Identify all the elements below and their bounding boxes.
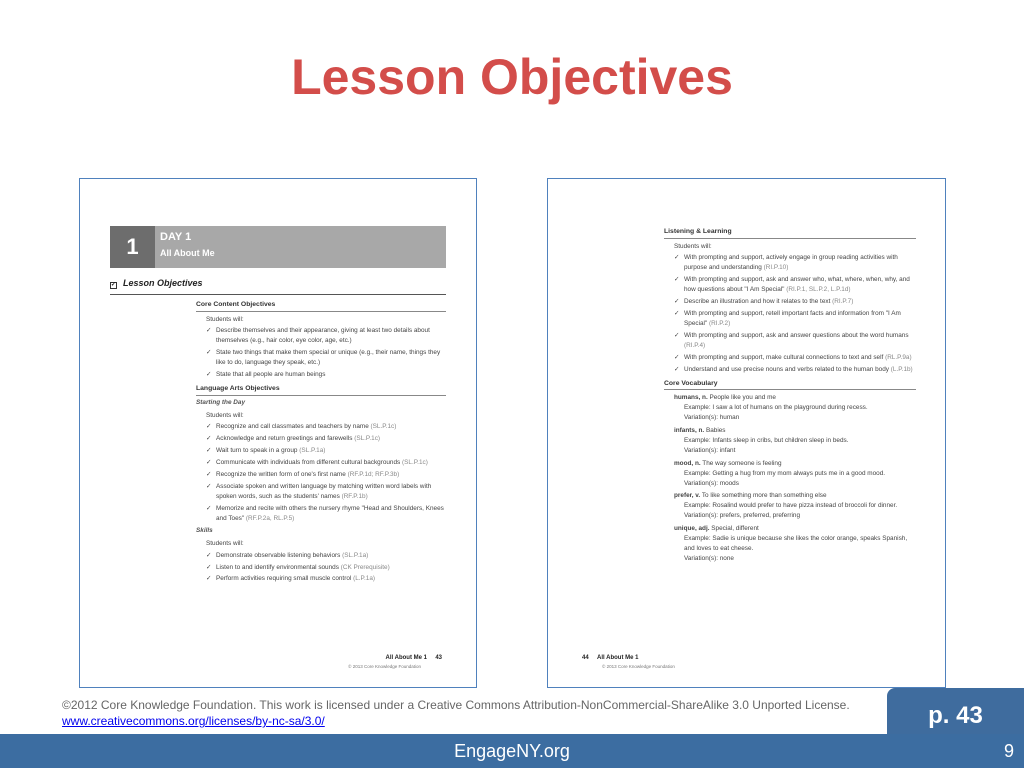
vocab-example: Example: Getting a hug from my mom always puts me in a good mood. [684, 469, 886, 477]
objective-item [664, 353, 916, 363]
check-icon: ✓ [674, 310, 680, 318]
students-will-label: Students will: [674, 242, 712, 250]
check-icon: ✓ [206, 349, 212, 357]
standard-code: (SL.P.1c) [354, 435, 381, 443]
vocab-definition: To like something more than something else [700, 492, 827, 500]
objective-text: State that all people are human beings [216, 371, 326, 379]
standard-code: (CK Prerequisite) [340, 563, 390, 571]
language-arts-heading: Language Arts Objectives [196, 384, 446, 396]
vocab-variations: Variation(s): human [684, 413, 740, 421]
objective-item [664, 331, 916, 351]
objective-text: Listen to and identify environmental sounds [216, 563, 341, 571]
check-icon: ✓ [206, 563, 212, 571]
objective-item [196, 563, 446, 573]
footer-title: All About Me 1 [385, 655, 427, 661]
objective-item [196, 370, 446, 380]
footer-bar [0, 734, 1024, 768]
vocab-example: Example: Rosalind would prefer to have pizza instead of broccoli for dinner. [684, 502, 898, 510]
vocab-definition: Special, different [709, 525, 759, 533]
objective-item [196, 482, 446, 502]
vocab-term: unique, adj. [674, 525, 710, 533]
day-label: DAY 1 [160, 231, 192, 243]
listening-objectives-list [664, 253, 916, 374]
vocab-term: prefer, v. [674, 492, 701, 500]
students-will-label: Students will: [206, 539, 244, 547]
standard-code: (L.P.1b) [890, 365, 913, 373]
standard-code: (RF.P.1b) [341, 492, 368, 500]
vocab-term: mood, n. [674, 459, 701, 467]
check-icon: ✓ [206, 575, 212, 583]
vocab-entry [664, 426, 916, 456]
objective-item [196, 470, 446, 480]
core-vocabulary-heading: Core Vocabulary [664, 379, 916, 391]
vocab-term-line [664, 459, 916, 469]
objective-item [196, 434, 446, 444]
objective-text: With prompting and support, ask and answer questions about the word humans [684, 331, 909, 339]
objective-text: Describe themselves and their appearance, giving at least two details about themselves (e.g., hair color, eye color, age, etc.) [216, 327, 430, 345]
check-icon: ✓ [674, 353, 680, 361]
standard-code: (SL.P.1a) [342, 551, 369, 559]
vocab-definition: Babies [704, 426, 726, 434]
objective-text: Wait turn to speak in a group [216, 447, 300, 455]
footer-page-number: 43 [435, 655, 442, 661]
vocab-term-line [664, 393, 916, 403]
day-header-band [110, 226, 446, 268]
footer-copyright: © 2013 Core Knowledge Foundation [348, 664, 421, 669]
vocab-term: infants, n. [674, 426, 705, 434]
checkbox-icon: ✓ [111, 282, 117, 288]
objective-item [196, 458, 446, 468]
objective-text: State two things that make them special or unique (e.g., their name, things they like to do, language they speak, etc.) [216, 349, 441, 367]
footer-title: All About Me 1 [597, 655, 639, 661]
page-thumbnail-left [79, 178, 477, 688]
students-will-label: Students will: [206, 411, 244, 419]
objective-item [664, 297, 916, 307]
objective-item [196, 326, 446, 346]
standard-code: (RF.P.2a, RL.P.5) [245, 514, 295, 522]
vocab-term-line [664, 524, 916, 534]
check-icon: ✓ [206, 435, 212, 443]
standard-code: (L.P.1a) [353, 575, 376, 583]
vocab-variations: Variation(s): prefers, preferred, preferring [684, 512, 801, 520]
right-page-footer [582, 655, 638, 661]
vocab-variations: Variation(s): none [684, 554, 734, 562]
vocab-term: humans, n. [674, 394, 708, 402]
objective-text: Perform activities requiring small muscle control [216, 575, 354, 583]
check-icon: ✓ [674, 331, 680, 339]
starting-the-day-heading: Starting the Day [196, 398, 246, 406]
page-badge: p. 43 [887, 688, 1024, 744]
objective-item [196, 422, 446, 432]
slide-title: Lesson Objectives [291, 49, 733, 105]
standard-code: (SL.P.1a) [299, 447, 326, 455]
standard-code: (RF.P.1d; RF.P.3b) [347, 471, 400, 479]
standard-code: (SL.P.1c) [370, 423, 397, 431]
copyright-notice [62, 697, 882, 729]
left-page-footer [386, 655, 442, 661]
standard-code: (RL.P.9a) [885, 353, 912, 361]
vocab-entry [664, 491, 916, 521]
footer-copyright: © 2013 Core Knowledge Foundation [602, 664, 675, 669]
vocab-entry [664, 524, 916, 564]
day-subtitle: All About Me [160, 248, 215, 258]
vocab-example: Example: Sadie is unique because she likes the color orange, speaks Spanish, and loves to eat cheese. [684, 535, 908, 553]
check-icon: ✓ [674, 298, 680, 306]
objective-text: With prompting and support, ask and answer who, what, where, when, why, and how questions about "I Am Special" [684, 276, 910, 294]
standard-code: (RI.P.10) [763, 264, 789, 272]
vocab-entry [664, 393, 916, 423]
objective-text: With prompting and support, make cultural connections to text and self [684, 353, 886, 361]
skills-heading: Skills [196, 526, 213, 534]
copyright-text: ©2012 Core Knowledge Foundation. This work is licensed under a Creative Commons Attribution-NonCommercial-ShareAlike 3.0 Unported License. [62, 698, 850, 712]
check-icon: ✓ [674, 276, 680, 284]
students-will-label: Students will: [206, 315, 244, 323]
objective-text: With prompting and support, retell important facts and information from "I Am Special" [684, 310, 901, 327]
check-icon: ✓ [206, 471, 212, 479]
objective-text: Demonstrate observable listening behaviors [216, 551, 343, 559]
core-content-heading: Core Content Objectives [196, 300, 446, 312]
objective-item [664, 275, 916, 295]
objective-text: Recognize and call classmates and teachers by name [216, 423, 371, 431]
objective-item [664, 309, 916, 329]
vocabulary-list [664, 393, 916, 564]
footer-site: EngageNY.org [454, 741, 570, 761]
check-icon: ✓ [674, 254, 680, 262]
core-objectives-list [196, 326, 446, 380]
license-link[interactable]: www.creativecommons.org/licenses/by-nc-sa/3.0/ [62, 714, 325, 729]
objective-text: With prompting and support, actively engage in group reading activities with purpose and understanding [684, 254, 898, 272]
check-icon: ✓ [674, 365, 680, 373]
check-icon: ✓ [206, 423, 212, 431]
check-icon: ✓ [206, 483, 212, 491]
standard-code: (RI.P.1, SL.P.2, L.P.1d) [786, 286, 851, 294]
check-icon: ✓ [206, 551, 212, 559]
vocab-term-line [664, 491, 916, 501]
objective-item [196, 446, 446, 456]
objective-text: Memorize and recite with others the nursery rhyme "Head and Shoulders, Knees and Toes" [216, 504, 444, 522]
check-icon: ✓ [206, 371, 212, 379]
objective-text: Describe an illustration and how it relates to the text [684, 298, 833, 306]
slide-number: 9 [1003, 741, 1014, 761]
starting-objectives-list [196, 422, 446, 523]
check-icon: ✓ [206, 504, 212, 512]
lesson-objectives-heading [110, 277, 446, 295]
check-icon: ✓ [206, 447, 212, 455]
objective-item [196, 574, 446, 584]
skills-objectives-list [196, 551, 446, 585]
vocab-term-line [664, 426, 916, 436]
page-thumbnail-right [547, 178, 946, 688]
check-icon: ✓ [206, 459, 212, 467]
footer-page-number: 44 [582, 655, 589, 661]
vocab-example: Example: Infants sleep in cribs, but children sleep in beds. [684, 436, 849, 444]
objective-item [196, 504, 446, 524]
standard-code: (RI.P.2) [709, 319, 731, 327]
day-number: 1 [110, 226, 155, 268]
objective-text: Communicate with individuals from different cultural backgrounds [216, 459, 403, 467]
objective-item [664, 365, 916, 375]
vocab-definition: People like you and me [707, 394, 776, 402]
vocab-entry [664, 459, 916, 489]
standard-code: (RI.P.7) [832, 298, 854, 306]
vocab-example: Example: I saw a lot of humans on the playground during recess. [684, 404, 868, 412]
objective-text: Acknowledge and return greetings and farewells [216, 435, 355, 443]
check-icon: ✓ [206, 327, 212, 335]
vocab-variations: Variation(s): moods [684, 479, 739, 487]
standard-code: (SL.P.1c) [402, 459, 428, 467]
vocab-variations: Variation(s): infant [684, 446, 736, 454]
objective-item [196, 551, 446, 561]
objective-text: Recognize the written form of one's first name [216, 471, 348, 479]
objective-item [196, 348, 446, 368]
objectives-column [196, 297, 446, 586]
listening-learning-heading: Listening & Learning [664, 227, 916, 239]
vocab-definition: The way someone is feeling [700, 459, 782, 467]
objective-text: Understand and use precise nouns and verbs related to the human body [684, 365, 891, 373]
standard-code: (RI.P.4) [684, 341, 706, 349]
objectives-column-right [664, 224, 916, 564]
objective-text: Associate spoken and written language by matching written word labels with spoken words, such as the students' names [216, 483, 432, 500]
lesson-objectives-label: Lesson Objectives [123, 278, 203, 288]
objective-item [664, 253, 916, 273]
